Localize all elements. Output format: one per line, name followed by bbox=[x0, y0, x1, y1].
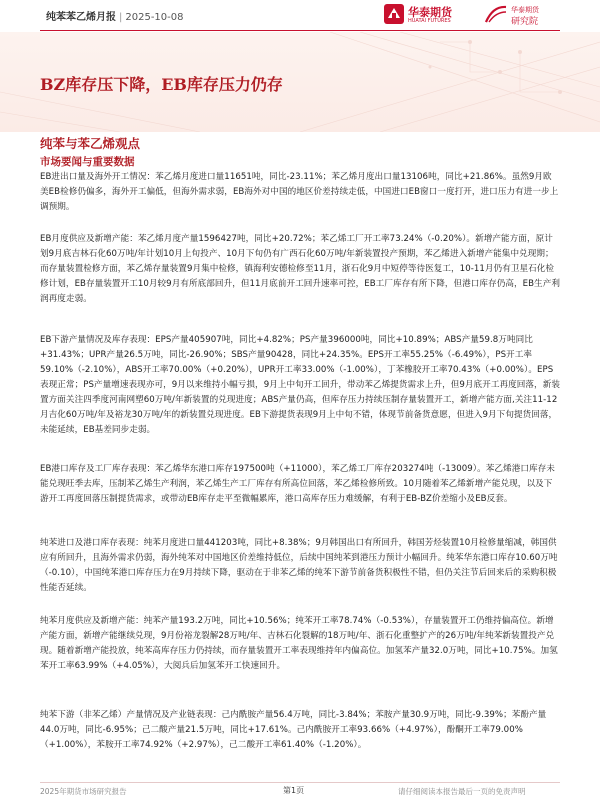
paragraph-bz-downstream: 纯苯下游（非苯乙烯）产量情况及产业链表现：己内酰胺产量56.4万吨，同比-3.84%；苯胺产量30.9万吨，同比-9.39%；苯酚产量44.0万吨，同比-6.95%；己二酸产量21.5万吨，同比+17.61%。己内酰胺开工率93.66%（+4.97%），酚酮开工率79.00%（+1.00%），苯胺开工率74.92%（+2.97%），己二酸开工率61.40%（-1.20%）。 bbox=[40, 710, 547, 750]
subsection-title: 市场要闻与重要数据 bbox=[40, 156, 135, 168]
header-divider bbox=[40, 30, 560, 31]
page-number: 第1页 bbox=[283, 786, 305, 795]
paragraph-eb-inventory: EB港口库存及工厂库存表现：苯乙烯华东港口库存197500吨（+11000），苯乙烯工厂库存203274吨（-13009）。苯乙烯港口库存未能兑现旺季去库，压制苯乙烯生产利润，苯乙烯生产工厂库存有所高位回落，苯乙烯检修所致。10月随着苯乙烯新增产能兑现，以及下游开工再度回落压制提货需求，或带动EB库存走平至微幅累库，港口高库存压力难缓解，有利于EB-BZ价差缩小及EB反套。 bbox=[40, 464, 555, 504]
institute-line2: 研究院 bbox=[511, 17, 539, 27]
disclaimer-note: 请仔细阅读本报告最后一页的免责声明 bbox=[398, 787, 526, 796]
paragraph-eb-supply: EB月度供应及新增产能：苯乙烯月度产量1596427吨，同比+20.72%；苯乙烯工厂开工率73.24%（-0.20%）。新增产能方面，原计划9月底吉林石化60万吨/年计划10月上旬投产、10月下旬仍有广西石化60万吨/年新装置投产预期，苯乙烯进入新增产能集中兑现期；而存量装置检修方面，苯乙烯存量装置9月集中检修，镇海利安德检修至11月，浙石化9月中短停等待医复工，10-11月仍有卫星石化检修计划，EB存量装置开工10月较9月有所底部回升，但11月底前开工回升速率可控，EB工厂库存有所下降，但港口库存仍高，EB生产利润再度走弱。 bbox=[40, 234, 560, 304]
logo-en-text: HUATAI FUTURES bbox=[408, 18, 451, 24]
section-title: 纯苯与苯乙烯观点 bbox=[40, 136, 141, 151]
report-date: 2025-10-08 bbox=[125, 12, 184, 23]
institute-logo-icon bbox=[485, 4, 507, 24]
header-separator: | bbox=[119, 12, 123, 23]
huatai-futures-logo bbox=[384, 2, 466, 28]
huatai-logo-icon bbox=[384, 4, 404, 24]
institute-line1: 华泰期货 bbox=[511, 6, 539, 14]
footer-divider bbox=[40, 782, 560, 783]
report-header-title bbox=[46, 8, 184, 23]
paragraph-eb-downstream: EB下游产量情况及库存表现：EPS产量405907吨，同比+4.82%；PS产量396000吨，同比+10.89%；ABS产量59.8万吨同比+31.43%；UPR产量26.5万吨，同比-26.90%；SBS产量90428，同比+24.35%。EPS开工率55.25%（-6.49%），PS开工率59.10%（-2.10%），ABS开工率70.00%（+0.20%），UPR开工率33.00%（-1.00%），丁苯橡胶开工率70.43%（+0.00%）。EPS表现正常；PS产量增速表现亦可，9月以来维持小幅亏损，9月上中旬开工回升，带动苯乙烯提货需求上升，但9月底开工再度回落，新装置方面关注四季度河南网塑60万吨/年新装置的兑现进度；ABS产量仍高，但库存压力持续压制存量装置开工，新增产能方面,关注11-12月吉化60万吨/年及裕龙30万吨/年的新装置兑现进度。EB下游提货表现9月上中旬不错，体现节前备货意愿，但进入9月下旬提货回落，未能延续，EB基差同步走弱。 bbox=[40, 335, 560, 435]
page-header bbox=[0, 0, 600, 32]
main-title: BZ库存压下降，EB库存压力仍存 bbox=[40, 75, 283, 94]
paragraph-eb-import-export: EB进出口量及海外开工情况：苯乙烯月度进口量11651吨，同比-23.11%；苯乙烯月度出口量13106吨，同比+21.86%。虽然9月欧美EB检修仍偏多，海外开工偏低，但海外需求弱，EB海外对中国的地区价差持续走低，中国进口EB窗口一度打开，进口压力有进一步上调预期。 bbox=[40, 172, 559, 212]
paragraph-bz-supply: 纯苯月度供应及新增产能：纯苯产量193.2万吨，同比+10.56%；纯苯开工率78.74%（-0.53%），存量装置开工仍维持偏高位。新增产能方面，新增产能继续兑现，9月份裕龙裂解28万吨/年、吉林石化裂解的18万吨/年、浙石化重整扩产的26万吨/年纯苯新装置投产兑现。随着新增产能投放，纯苯高库存压力仍持续，而存量装置开工率表现维持年内偏高位。加氢苯产量32.0万吨，同比+10.75%。加氢苯开工率63.99%（+4.05%），大阅兵后加氢苯开工快速回升。 bbox=[40, 616, 558, 671]
paragraph-bz-import: 纯苯进口及港口库存表现：纯苯月度进口量441203吨，同比+8.38%；9月韩国出口有所回升，韩国芳烃装置10月检修量缩减，韩国供应有所回升，且海外需求仍弱，海外纯苯对中国地区价差维持低位，后续中国纯苯到港压力预计小幅回升。纯苯华东港口库存10.60万吨（-0.10），中国纯苯港口库存压力在9月持续下降，驱动在于非苯乙烯的纯苯下游节前备货积极性不错，但仍关注节后回来后的采购积极性能否延续。 bbox=[40, 538, 558, 593]
research-institute-logo bbox=[485, 2, 555, 28]
report-name: 纯苯苯乙烯月报 bbox=[46, 12, 116, 23]
footer-left-text: 2025年期货市场研究报告 bbox=[40, 787, 127, 796]
logo-cn-text: 华泰期货 bbox=[408, 6, 452, 19]
